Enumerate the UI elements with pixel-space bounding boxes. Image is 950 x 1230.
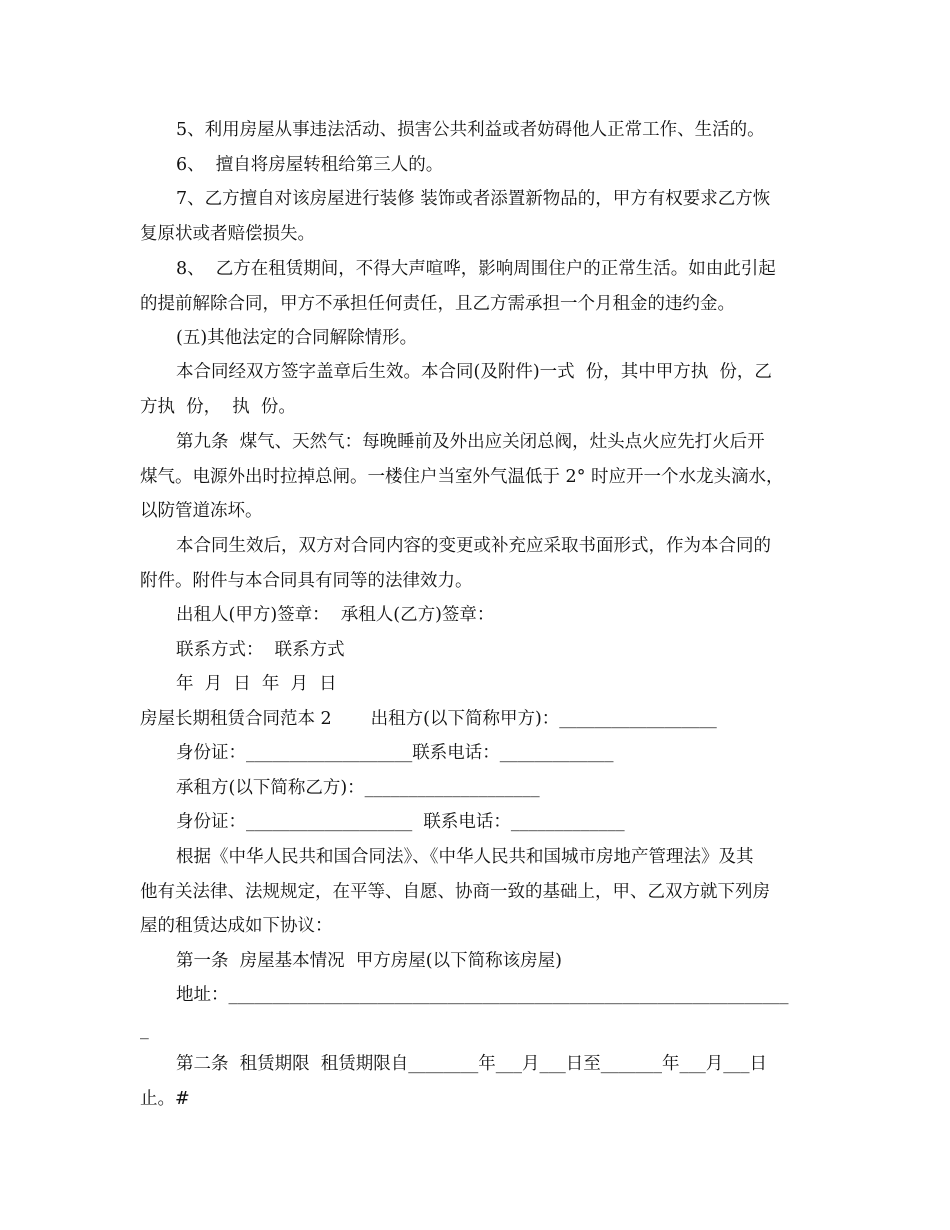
article-2-text-line2: 止。# (140, 1089, 190, 1109)
clause-8-text-line1: 8、 乙方在租赁期间，不得大声喧哗，影响周围住户的正常生活。如由此引起 (176, 259, 776, 279)
clause-6-text: 6、 擅自将房屋转租给第三人的。 (176, 155, 444, 175)
signature-line: 出租人(甲方)签章： 承租人(乙方)签章： (176, 605, 495, 625)
clause-7-text-line2: 复原状或者赔偿损失。 (140, 224, 315, 244)
contact-line: 联系方式： 联系方式 (176, 640, 345, 660)
basis-text-line3: 屋的租赁达成如下协议： (140, 916, 333, 936)
effectiveness-text-line1: 本合同经双方签字盖章后生效。本合同(及附件)一式 份，其中甲方执 份，乙 (176, 362, 772, 382)
amendment-text-line2: 附件。附件与本合同具有同等的法律效力。 (140, 571, 473, 591)
article-2-text-line1: 第二条 租赁期限 租赁期限自________年___月___日至_______年___月___日 (176, 1054, 767, 1074)
address-line: 地址：________________________________________________________________ (176, 985, 789, 1005)
template-title-lessor-line: 房屋长期租赁合同范本 2 出租方(以下简称甲方)：__________________ (140, 709, 717, 729)
clause-5-text: 5、利用房屋从事违法活动、损害公共利益或者妨碍他人正常工作、生活的。 (176, 120, 765, 140)
amendment-text-line1: 本合同生效后，双方对合同内容的变更或补充应采取书面形式，作为本合同的 (176, 536, 771, 556)
clause-7-text-line1: 7、乙方擅自对该房屋进行装修 装饰或者添置新物品的，甲方有权要求乙方恢 (176, 189, 771, 209)
effectiveness-text-line2: 方执 份， 执 份。 (140, 397, 296, 417)
basis-text-line1: 根据《中华人民共和国合同法》、《中华人民共和国城市房地产管理法》及其 (176, 847, 754, 867)
date-line: 年 月 日 年 月 日 (176, 674, 337, 694)
address-line-continuation: _ (140, 1020, 149, 1040)
lessee-line: 承租方(以下简称乙方)：____________________ (176, 778, 540, 798)
article-9-text-line1: 第九条 煤气、天然气：每晚睡前及外出应关闭总阀，灶头点火应先打火后开 (176, 432, 765, 452)
article-9-text-line2: 煤气。电源外出时拉掉总闸。一楼住户当室外气温低于 2° 时应开一个水龙头滴水， (140, 467, 784, 487)
article-9-text-line3: 以防管道冻坏。 (140, 501, 263, 521)
other-termination-text: (五)其他法定的合同解除情形。 (176, 328, 418, 348)
clause-8-text-line2: 的提前解除合同，甲方不承担任何责任，且乙方需承担一个月租金的违约金。 (140, 294, 735, 314)
article-1-heading: 第一条 房屋基本情况 甲方房屋(以下简称该房屋) (176, 951, 562, 971)
basis-text-line2: 他有关法律、法规规定，在平等、自愿、协商一致的基础上，甲、乙双方就下列房 (140, 882, 770, 902)
lessor-id-phone-line: 身份证：___________________联系电话：_____________ (176, 743, 614, 763)
lessee-id-phone-line: 身份证：___________________ 联系电话：_____________ (176, 812, 625, 832)
